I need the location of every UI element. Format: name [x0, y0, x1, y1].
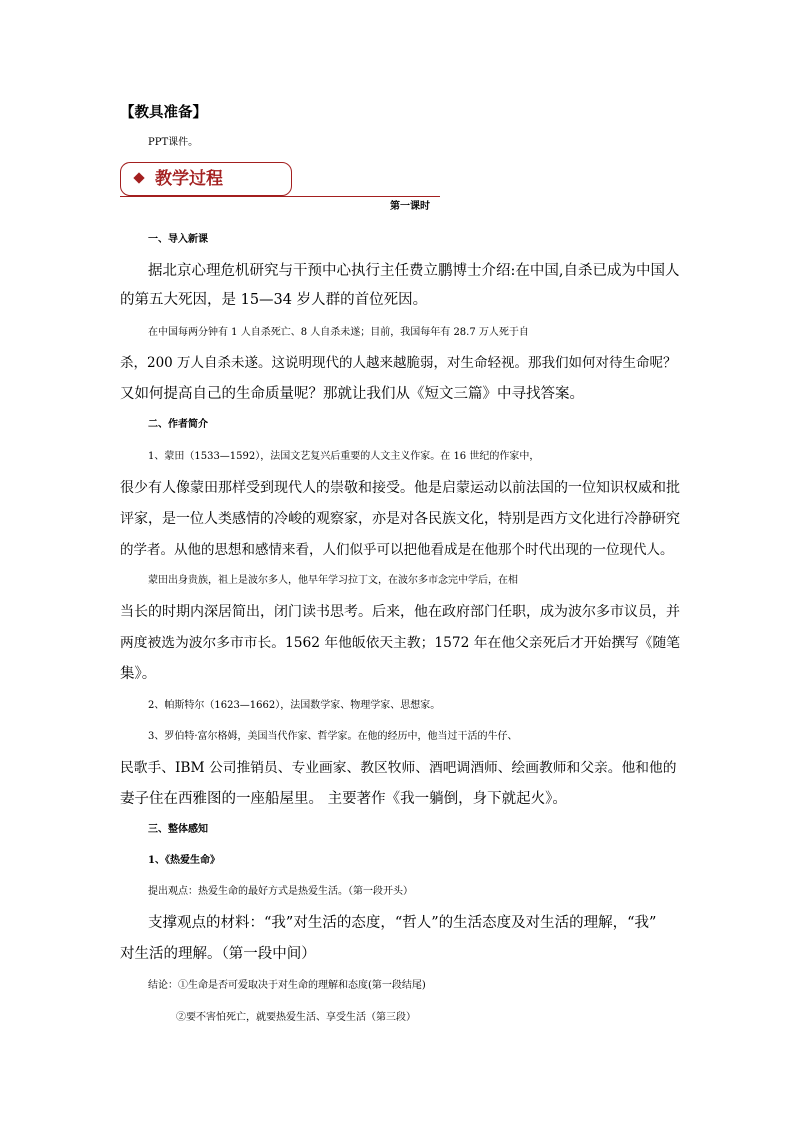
paragraph-line: 蒙田出身贵族，祖上是波尔多人，他早年学习拉丁文，在波尔多市念完中学后，在相 — [148, 575, 518, 586]
paragraph-line: 民歌手、IBM 公司推销员、专业画家、教区牧师、酒吧调酒师、绘画教师和父亲。他和他的 — [120, 760, 677, 776]
diamond-icon — [133, 172, 144, 183]
subsection-heading: 1、《热爱生命》 — [148, 855, 220, 866]
paragraph-line: 当长的时期内深居简出，闭门读书思考。后来，他在政府部门任职，成为波尔多市议员，并 — [120, 604, 680, 620]
paragraph-line: 又如何提高自己的生命质量呢？那就让我们从《短文三篇》中寻找答案。 — [120, 386, 584, 402]
paragraph-line: 据北京心理危机研究与干预中心执行主任费立鹏博士介绍:在中国,自杀已成为中国人 — [148, 263, 680, 279]
paragraph-line: 结论：①生命是否可爱取决于对生命的理解和态度(第一段结尾) — [148, 980, 426, 991]
paragraph-line: 提出观点：热爱生命的最好方式是热爱生活。（第一段开头） — [148, 886, 413, 897]
paragraph-line: 杀，200 万人自杀未遂。这说明现代的人越来越脆弱，对生命轻视。那我们如何对待生命呢？ — [120, 355, 677, 371]
paragraph-line: 3、罗伯特·富尔格姆，美国当代作家、哲学家。在他的经历中，他当过干活的牛仔、 — [148, 731, 518, 742]
paragraph-line: 对生活的理解。（第一段中间） — [120, 946, 316, 962]
paragraph-line: 在中国每两分钟有 1 人自杀死亡、8 人自杀未遂；目前，我国每年有 28.7 万人死于自 — [148, 327, 529, 338]
paragraph-line: 支撑观点的材料：“我”对生活的态度，“哲人”的生活态度及对生活的理解，“我” — [148, 915, 657, 931]
section-heading-overview: 三、整体感知 — [148, 824, 208, 835]
paragraph-line: 很少有人像蒙田那样受到现代人的崇敬和接受。他是启蒙运动以前法国的一位知识权威和批 — [120, 480, 680, 496]
section-heading-intro: 一、导入新课 — [148, 234, 208, 245]
paragraph-line: 妻子住在西雅图的一座船屋里。 主要著作《我一躺倒，身下就起火》。 — [120, 791, 567, 807]
paragraph-line: 评家，是一位人类感情的冷峻的观察家，亦是对各民族文化，特别是西方文化进行冷静研究 — [120, 511, 680, 527]
paragraph-line: 集》。 — [120, 666, 157, 682]
paragraph-line: 的第五大死因，是 15—34 岁人群的首位死因。 — [120, 292, 428, 308]
materials-heading: 【教具准备】 — [120, 104, 207, 121]
materials-text: PPT课件。 — [148, 137, 199, 148]
paragraph-line: 的学者。从他的思想和感情来看，人们似乎可以把他看成是在他那个时代出现的一位现代人。 — [120, 542, 674, 558]
banner-title: 教学过程 — [155, 169, 223, 189]
paragraph-line: 2、帕斯特尔（1623—1662），法国数学家、物理学家、思想家。 — [148, 700, 441, 711]
paragraph-line: 1、蒙田（1533—1592），法国文艺复兴后重要的人文主义作家。在 16 世纪的作家中， — [148, 451, 540, 462]
section-banner — [120, 162, 292, 196]
paragraph-line: ②要不害怕死亡，就要热爱生活、享受生活（第三段） — [176, 1012, 416, 1023]
section-heading-author: 二、作者简介 — [148, 419, 208, 430]
lesson-title: 第一课时 — [390, 201, 430, 212]
paragraph-line: 两度被选为波尔多市市长。1562 年他皈依天主教；1572 年在他父亲死后才开始撰写《随笔 — [120, 635, 680, 651]
